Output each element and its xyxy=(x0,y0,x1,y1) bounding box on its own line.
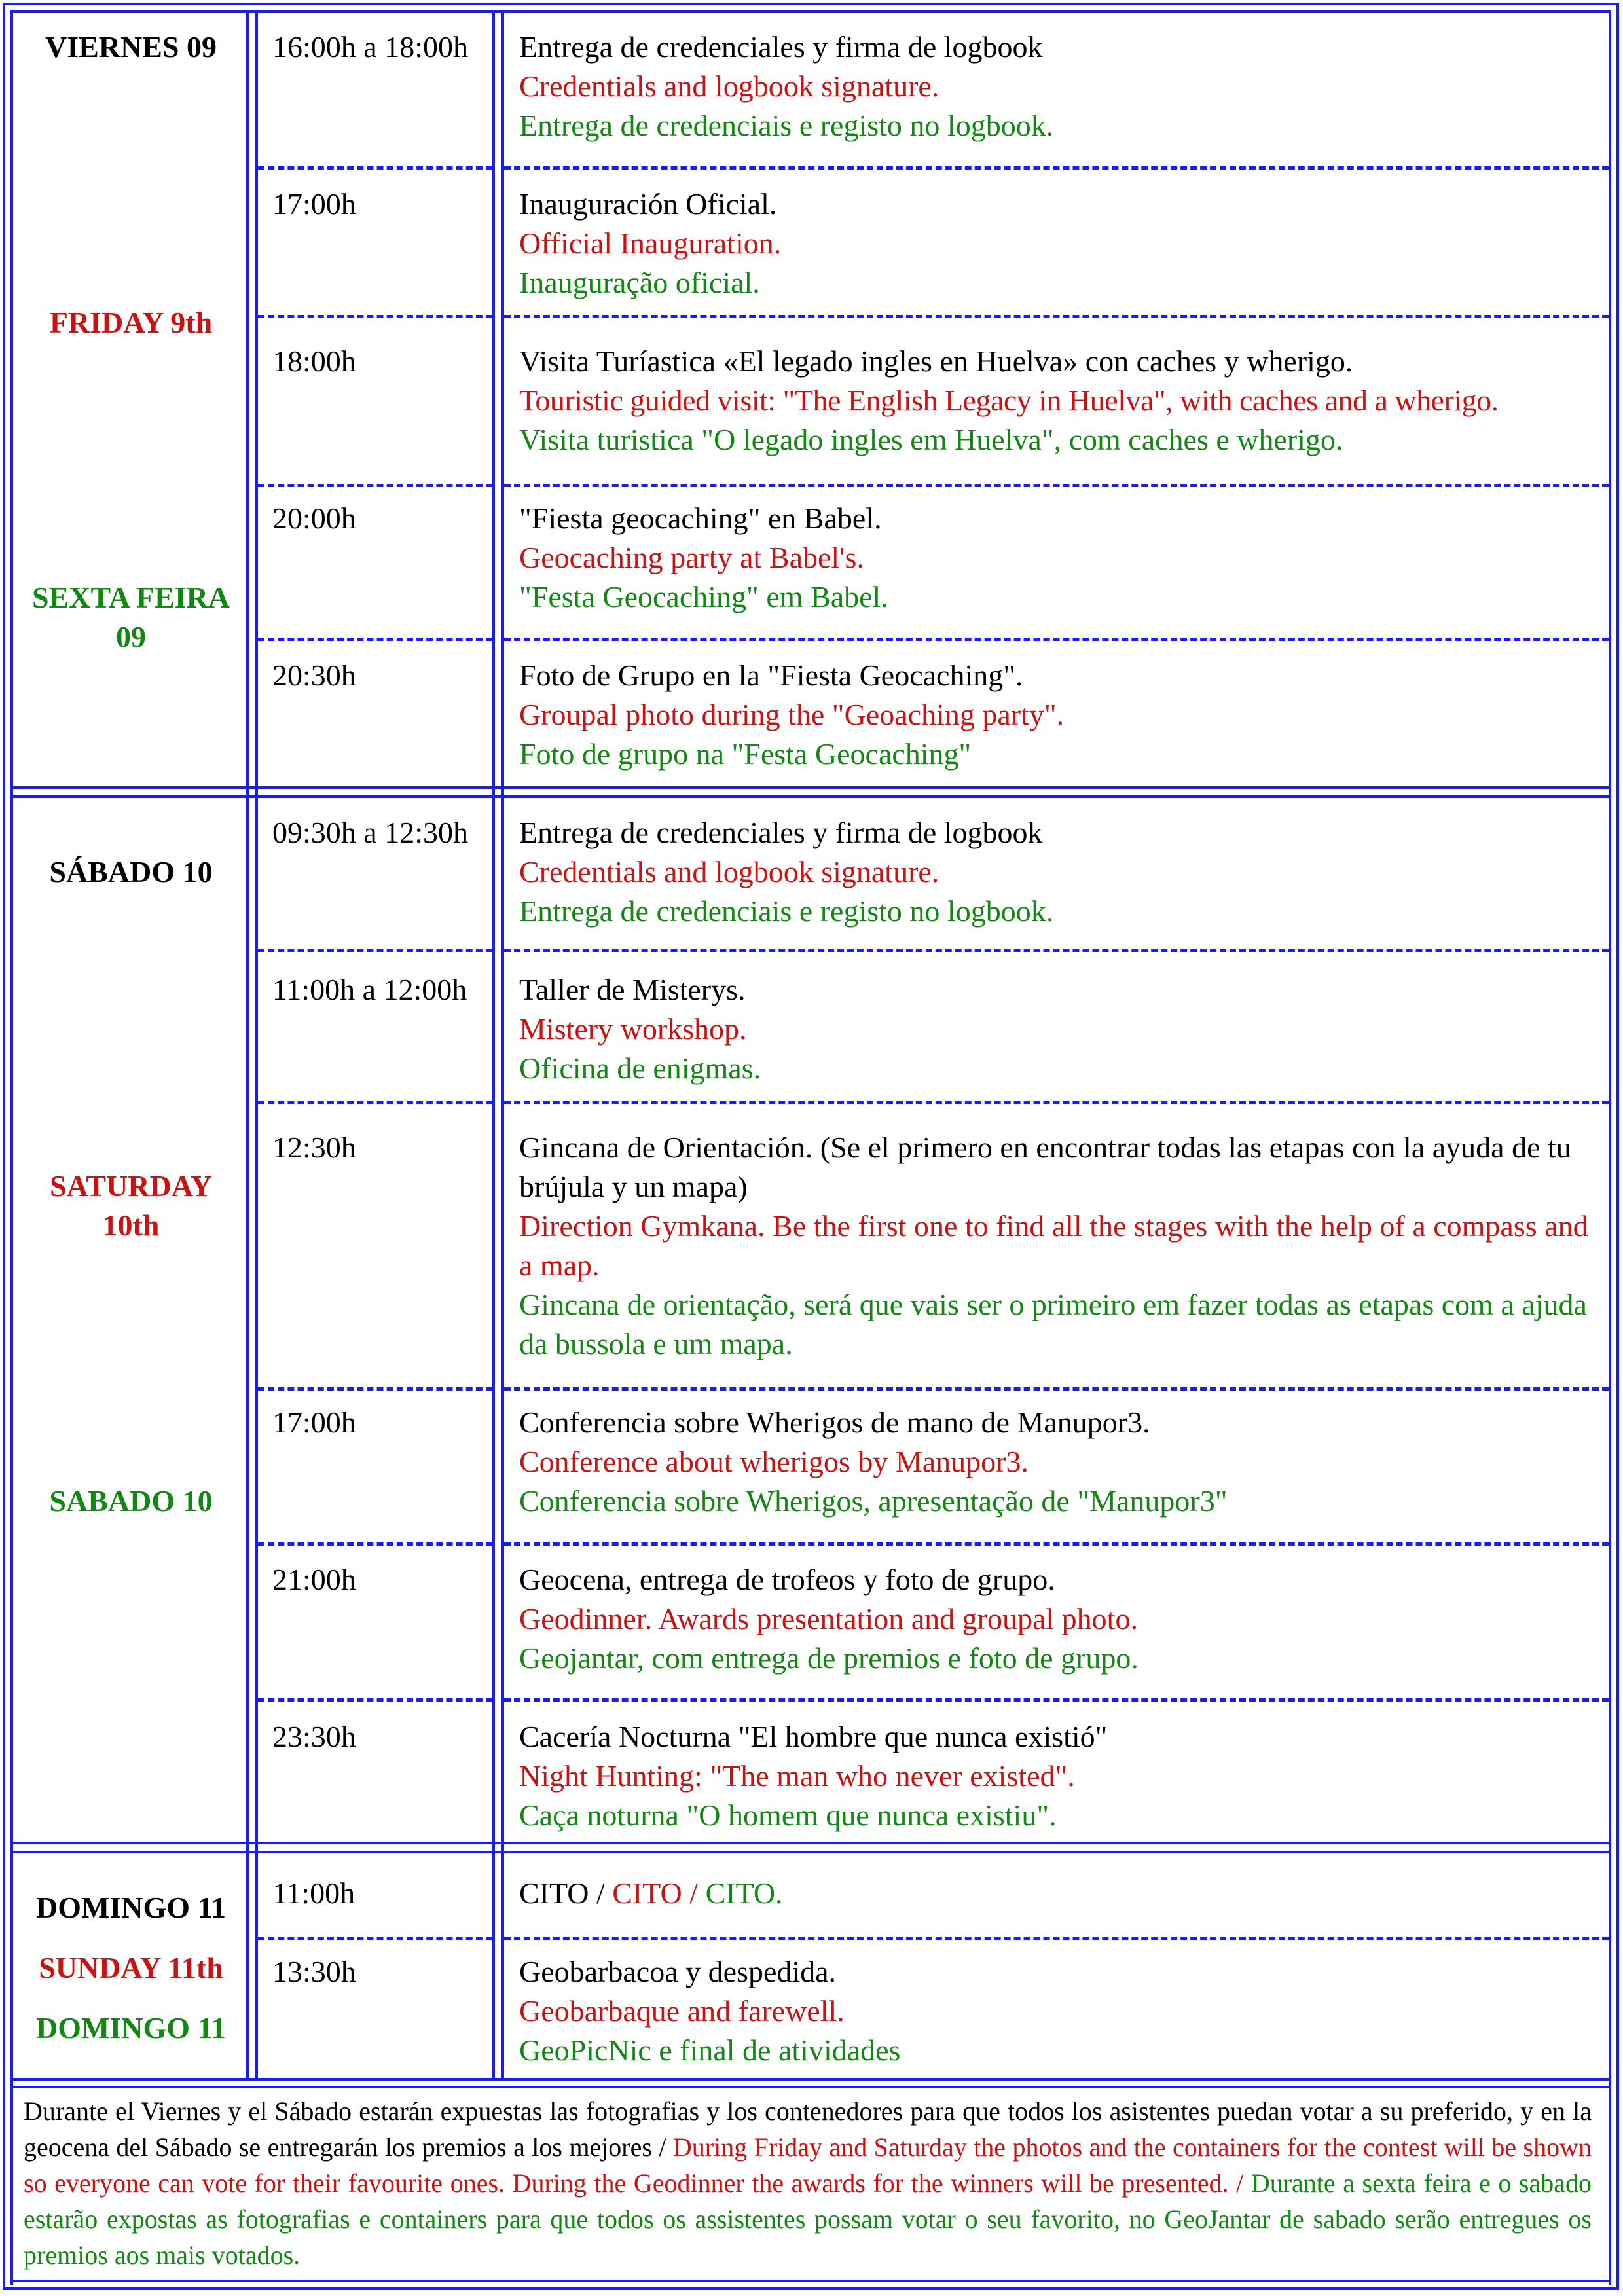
row-divider xyxy=(504,1101,1609,1104)
event-description xyxy=(519,1717,1609,1835)
row-divider xyxy=(258,1101,492,1104)
event-description xyxy=(519,970,1609,1088)
row-divider xyxy=(258,949,492,952)
event-text-en: CITO xyxy=(612,1876,682,1910)
friday-saturday-divider xyxy=(10,786,1611,789)
friday-label-en: FRIDAY 9th xyxy=(49,306,213,339)
event-time: 11:00h xyxy=(272,1876,356,1910)
friday-label-pt-line1: SEXTA FEIRA xyxy=(31,581,230,614)
row-divider xyxy=(504,1542,1609,1546)
saturday-sunday-divider xyxy=(10,1842,1611,1844)
outer-border-top-inner xyxy=(10,10,1611,13)
event-text-pt: Conferencia sobre Wherigos, apresentação de "Manupor3" xyxy=(519,1484,1228,1518)
event-text-pt: CITO. xyxy=(705,1876,783,1910)
event-text-es: Foto de Grupo en la "Fiesta Geocaching". xyxy=(519,659,1023,692)
event-text-es: Visita Turíastica «El legado ingles en Huelva» con caches y wherigo. xyxy=(519,344,1353,378)
event-time: 20:30h xyxy=(272,659,356,692)
saturday-label-en-line1: SATURDAY xyxy=(50,1169,212,1203)
event-text-en: Credentials and logbook signature. xyxy=(519,69,939,103)
saturday-label-pt: SABADO 10 xyxy=(49,1484,213,1518)
row-divider xyxy=(504,638,1609,641)
footer-text-en: During Friday and Saturday the photos and the containers for the contest will be shown so everyone can vote for their favourite ones. During the Geodinner the awards for the winners will be presented. / xyxy=(24,2132,1598,2198)
event-text-pt: Visita turistica "O legado ingles em Huelva", com caches e wherigo. xyxy=(519,423,1343,456)
event-text-pt: Inauguração oficial. xyxy=(519,266,760,299)
event-description xyxy=(519,1952,1609,2070)
saturday-label-en xyxy=(16,1167,246,1245)
event-text-en: Night Hunting: "The man who never existed". xyxy=(519,1759,1075,1793)
event-text-es: Geocena, entrega de trofeos y foto de grupo. xyxy=(519,1563,1055,1596)
event-text-pt: Foto de grupo na "Festa Geocaching" xyxy=(519,737,972,771)
event-time: 13:30h xyxy=(272,1955,356,1988)
event-text-en: Mistery workshop. xyxy=(519,1012,747,1046)
outer-border-left-inner xyxy=(10,10,13,2285)
row-divider xyxy=(258,166,492,170)
event-text-es: Cacería Nocturna "El hombre que nunca existió" xyxy=(519,1720,1108,1753)
schedule-footer-divider xyxy=(10,2078,1611,2081)
row-divider xyxy=(258,1698,492,1702)
outer-border-top xyxy=(3,3,1619,5)
outer-border-bottom-inner xyxy=(10,2280,1611,2282)
event-time: 23:30h xyxy=(272,1720,356,1753)
event-description xyxy=(519,1403,1609,1521)
schedule-footer-divider-2 xyxy=(10,2086,1611,2088)
event-text-en: Official Inauguration. xyxy=(519,227,782,260)
event-text-pt: GeoPicNic e final de atividades xyxy=(519,2033,901,2067)
event-text-line xyxy=(519,1874,1609,1913)
time-column-border-2 xyxy=(501,10,504,2081)
event-description xyxy=(519,1560,1609,1678)
text-separator: / xyxy=(589,1876,613,1910)
row-divider xyxy=(258,1542,492,1546)
event-description xyxy=(519,27,1609,145)
saturday-label-en-line2: 10th xyxy=(102,1209,160,1242)
row-divider xyxy=(258,1937,492,1940)
row-divider xyxy=(504,484,1609,487)
day-column-border xyxy=(246,10,249,2081)
event-time: 09:30h a 12:30h xyxy=(272,816,468,849)
event-text-es: Taller de Misterys. xyxy=(519,973,746,1006)
outer-border-bottom xyxy=(3,2287,1619,2290)
saturday-sunday-divider-2 xyxy=(10,1851,1611,1853)
event-text-es: Gincana de Orientación. (Se el primero en encontrar todas las etapas con la ayuda de tu brújula y un mapa) xyxy=(519,1131,1571,1203)
friday-label-pt xyxy=(16,578,246,657)
friday-saturday-divider-2 xyxy=(10,795,1611,798)
sunday-label-es: DOMINGO 11 xyxy=(35,1891,227,1924)
row-divider xyxy=(504,1387,1609,1391)
event-description xyxy=(519,813,1609,931)
row-divider xyxy=(504,1698,1609,1702)
row-divider xyxy=(504,315,1609,318)
event-text-es: "Fiesta geocaching" en Babel. xyxy=(519,501,882,535)
event-text-pt: Entrega de credenciais e registo no logbook. xyxy=(519,894,1054,928)
event-text-en: Conference about wherigos by Manupor3. xyxy=(519,1445,1029,1478)
event-description xyxy=(519,342,1623,460)
event-text-en: Groupal photo during the "Geoaching party". xyxy=(519,698,1065,731)
outer-border-left xyxy=(3,3,5,2290)
event-time: 16:00h a 18:00h xyxy=(272,30,468,64)
event-time: 17:00h xyxy=(272,187,356,221)
event-description xyxy=(519,499,1609,617)
event-text-en: Credentials and logbook signature. xyxy=(519,855,939,888)
sunday-label-en: SUNDAY 11th xyxy=(39,1951,223,1984)
event-description xyxy=(519,185,1609,302)
event-text-es: CITO xyxy=(519,1876,589,1910)
footer-note xyxy=(24,2093,1598,2273)
event-time: 11:00h a 12:00h xyxy=(272,973,467,1006)
text-separator: / xyxy=(682,1876,706,1910)
event-description xyxy=(519,1128,1609,1364)
row-divider xyxy=(258,1387,492,1391)
time-column-border xyxy=(492,10,495,2081)
footer-text-es: Durante el Viernes y el Sábado estarán expuestas las fotografias y los contenedores para que todos los asistentes puedan votar a su preferido, y en la geocena del Sábado se entregarán los premios a los mejores / xyxy=(24,2096,1598,2162)
row-divider xyxy=(504,949,1609,952)
row-divider xyxy=(258,484,492,487)
event-text-pt: Gincana de orientação, será que vais ser o primeiro em fazer todas as etapas com a ajuda da bussola e um mapa. xyxy=(519,1288,1587,1360)
footer-text-pt: Durante a sexta feira e o sabado estarão expostas as fotografias e containers para que todos os assistentes possam votar o seu favorito, no GeoJantar de sabado serão entregues os premios aos mais votados. xyxy=(24,2168,1592,2270)
event-text-en: Touristic guided visit: "The English Legacy in Huelva", with caches and a wherigo. xyxy=(519,384,1499,417)
saturday-label-es: SÁBADO 10 xyxy=(49,855,213,888)
event-time: 18:00h xyxy=(272,344,356,378)
event-text-es: Entrega de credenciales y firma de logbook xyxy=(519,30,1043,64)
event-text-en: Geocaching party at Babel's. xyxy=(519,541,864,574)
event-text-en: Geobarbaque and farewell. xyxy=(519,1994,845,2028)
row-divider xyxy=(504,166,1609,170)
event-text-pt: Geojantar, com entrega de premios e foto de grupo. xyxy=(519,1641,1139,1675)
event-text-en: Direction Gymkana. Be the first one to find all the stages with the help of a compass and a map. xyxy=(519,1209,1588,1282)
row-divider xyxy=(258,315,492,318)
event-time: 12:30h xyxy=(272,1131,356,1164)
event-text-pt: Entrega de credenciais e registo no logbook. xyxy=(519,109,1054,142)
event-time: 17:00h xyxy=(272,1406,356,1439)
event-text-pt: "Festa Geocaching" em Babel. xyxy=(519,580,888,613)
friday-label-pt-line2: 09 xyxy=(116,620,146,653)
event-text-es: Entrega de credenciales y firma de logbook xyxy=(519,816,1043,849)
event-time: 21:00h xyxy=(272,1563,356,1596)
event-description xyxy=(519,1874,1609,1913)
event-text-es: Geobarbacoa y despedida. xyxy=(519,1955,837,1988)
day-column-border-2 xyxy=(255,10,258,2081)
event-text-pt: Oficina de enigmas. xyxy=(519,1051,761,1085)
row-divider xyxy=(504,1937,1609,1940)
event-text-pt: Caça noturna "O homem que nunca existiu". xyxy=(519,1798,1057,1832)
event-description xyxy=(519,656,1609,774)
sunday-label-pt: DOMINGO 11 xyxy=(35,2011,227,2045)
event-text-es: Inauguración Oficial. xyxy=(519,187,777,221)
row-divider xyxy=(258,638,492,641)
event-time: 20:00h xyxy=(272,501,356,535)
event-text-es: Conferencia sobre Wherigos de mano de Manupor3. xyxy=(519,1406,1150,1439)
event-text-en: Geodinner. Awards presentation and groupal photo. xyxy=(519,1602,1138,1635)
friday-label-es: VIERNES 09 xyxy=(45,30,217,64)
